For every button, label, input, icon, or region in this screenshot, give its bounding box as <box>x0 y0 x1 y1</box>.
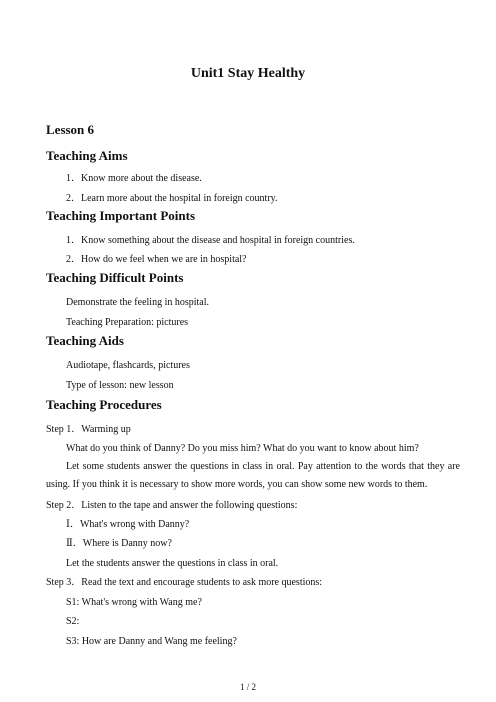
step-2-heading: Step 2．Listen to the tape and answer the following questions: <box>46 500 298 511</box>
dialogue-line: S3: How are Danny and Wang me feeling? <box>66 636 237 647</box>
step-1-heading: Step 1．Warming up <box>46 424 131 435</box>
paragraph: Audiotape, flashcards, pictures <box>66 360 190 371</box>
section-heading-difficult-points: Teaching Difficult Points <box>46 270 184 285</box>
list-item: 1．Know something about the disease and hospital in foreign countries. <box>66 235 355 246</box>
lesson-heading: Lesson 6 <box>46 122 95 137</box>
section-heading-procedures: Teaching Procedures <box>46 397 162 412</box>
paragraph: Teaching Preparation: pictures <box>66 317 189 328</box>
section-heading-aims: Teaching Aims <box>46 148 128 163</box>
list-item: Ⅰ．What's wrong with Danny? <box>66 519 190 530</box>
paragraph: Let the students answer the questions in class in oral. <box>66 558 279 569</box>
section-heading-important-points: Teaching Important Points <box>46 208 196 223</box>
paragraph: Type of lesson: new lesson <box>66 380 174 391</box>
paragraph: Let some students answer the questions in class in oral. Pay attention to the words that they are using. If you think it is necessary to show more words, you can show some new words to them. <box>46 461 460 490</box>
section-heading-aids: Teaching Aids <box>46 333 124 348</box>
dialogue-line: S2: <box>66 616 80 627</box>
page-number: 1 / 2 <box>239 682 256 692</box>
list-item: Ⅱ．Where is Danny now? <box>66 538 172 549</box>
paragraph: What do you think of Danny? Do you miss him? What do you want to know about him? <box>66 443 419 454</box>
dialogue-line: S1: What's wrong with Wang me? <box>66 597 202 608</box>
paragraph: Demonstrate the feeling in hospital. <box>66 297 210 308</box>
step-3-heading: Step 3．Read the text and encourage students to ask more questions: <box>46 577 323 588</box>
list-item: 2．How do we feel when we are in hospital? <box>66 254 247 265</box>
list-item: 1．Know more about the disease. <box>66 173 202 184</box>
document-title: Unit1 Stay Healthy <box>190 66 306 81</box>
list-item: 2．Learn more about the hospital in foreign country. <box>66 193 278 204</box>
